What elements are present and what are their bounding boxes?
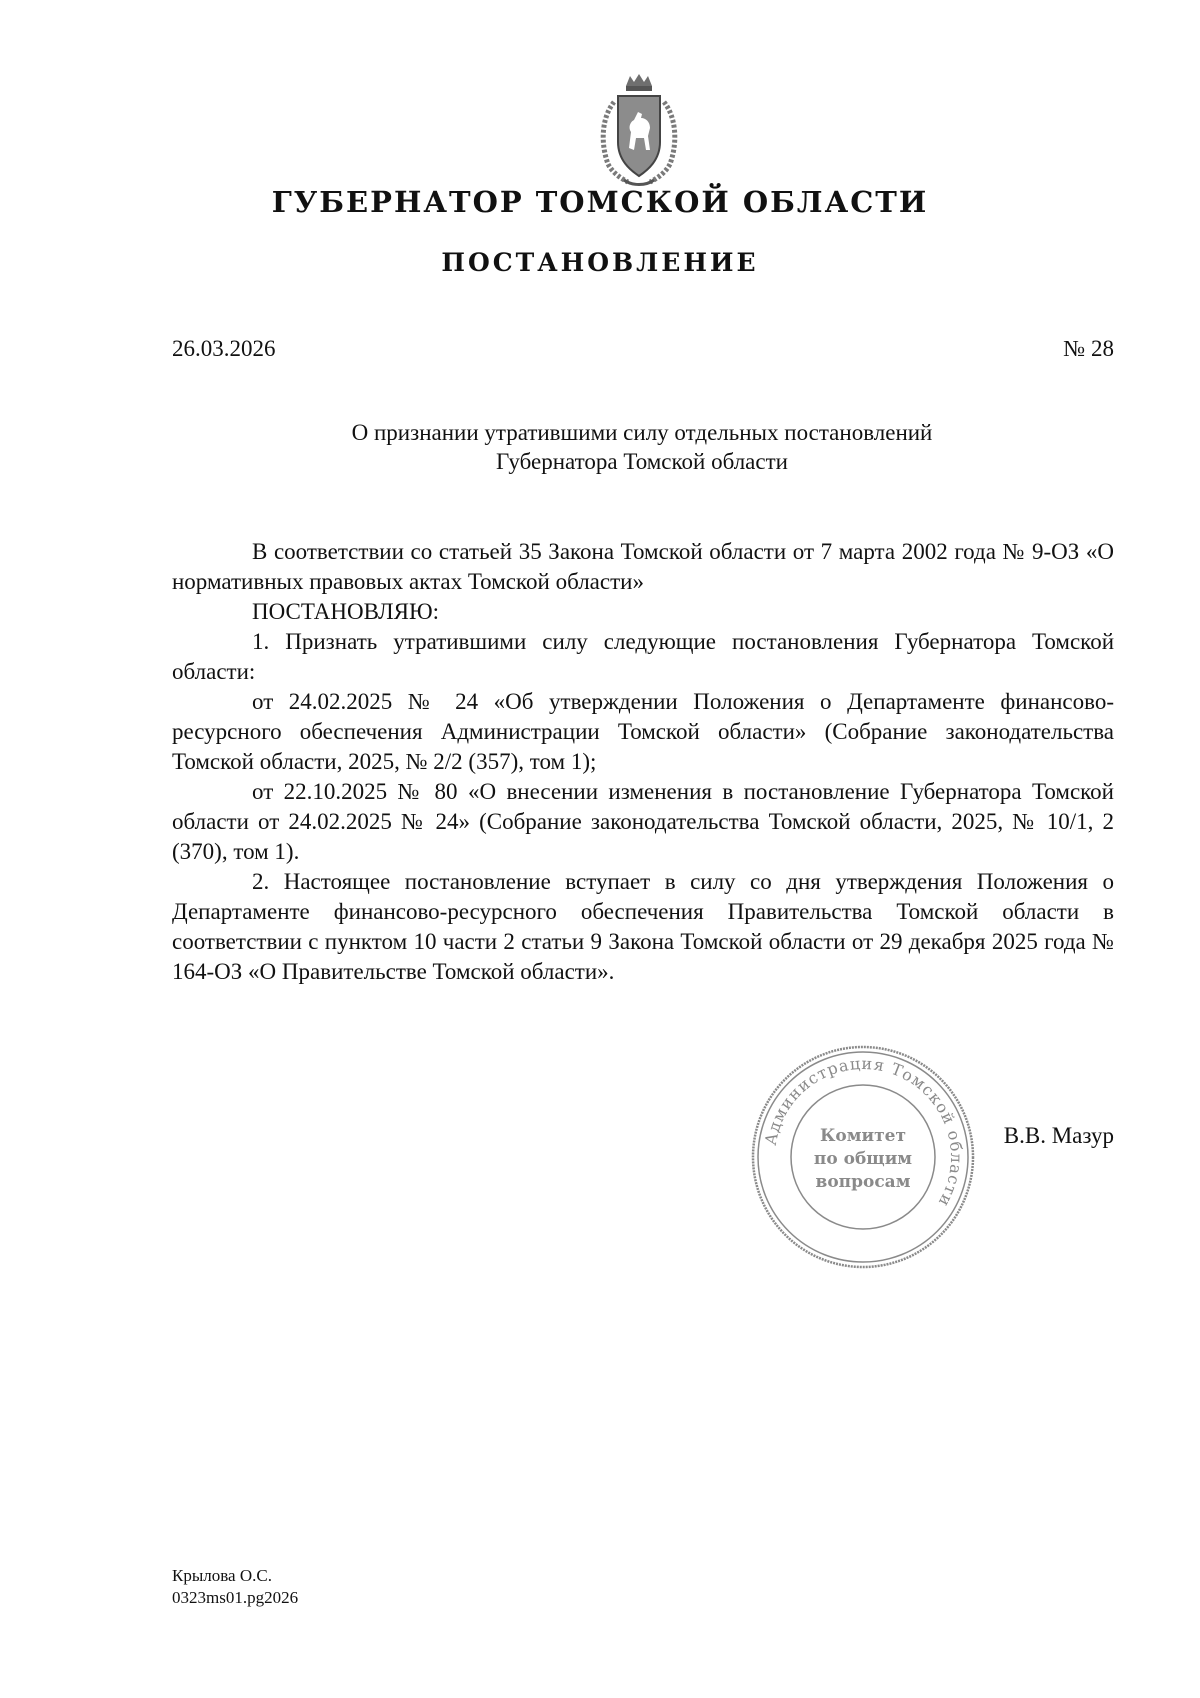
document-date: 26.03.2026 (172, 336, 276, 361)
subject-line: Губернатора Томской области (496, 449, 788, 474)
org-title: ГУБЕРНАТОР ТОМСКОЙ ОБЛАСТИ (271, 185, 929, 219)
stamp-text-line: по общим (813, 1149, 913, 1169)
body-paragraph: от 22.10.2025 № 80 «О внесении изменения в постановление Губернатора Томской области от 24.02.2025 № 24» (Собрание законодательства Томской области, 2025, № 10/1, 2 (370), том 1). (172, 779, 1114, 864)
file-code: 0323ms01.pg2026 (172, 1588, 299, 1607)
stamp-ring-text: Администрация Томской области (760, 1053, 967, 1211)
body-paragraph: 1. Признать утратившими силу следующие постановления Губернатора Томской области: (172, 629, 1114, 684)
doc-type-title: ПОСТАНОВЛЕНИЕ (441, 248, 759, 277)
stamp-text-line: Комитет (819, 1126, 907, 1146)
body-paragraph: В соответствии со статьей 35 Закона Томской области от 7 марта 2002 года № 9-ОЗ «О нормативных правовых актах Томской области» (172, 539, 1114, 594)
document-subject (172, 418, 1112, 476)
coat-of-arms-icon (584, 72, 694, 192)
document-footer (172, 1565, 298, 1609)
stamp-text-line: вопросам (815, 1172, 911, 1192)
body-paragraph: от 24.02.2025 № 24 «Об утверждении Положения о Департаменте финансово-ресурсного обеспечения Администрации Томской области» (Собрание законодательства Томской области, 2025, № 2/2 (357), том 1); (172, 689, 1114, 774)
official-seal-stamp (748, 1042, 978, 1272)
executor-name: Крылова О.С. (172, 1566, 272, 1585)
subject-line: О признании утратившими силу отдельных постановлений (351, 420, 933, 445)
signatory-name: В.В. Мазур (1003, 1123, 1114, 1148)
document-body (172, 537, 1114, 987)
document-number: № 28 (1063, 336, 1114, 361)
body-paragraph: ПОСТАНОВЛЯЮ: (252, 599, 440, 624)
body-paragraph: 2. Настоящее постановление вступает в силу со дня утверждения Положения о Департаменте финансово-ресурсного обеспечения Правительства Томской области в соответствии с пунктом 10 части 2 статьи 9 Закона Томской области от 29 декабря 2025 года № 164-ОЗ «О Правительстве Томской области». (172, 869, 1114, 984)
